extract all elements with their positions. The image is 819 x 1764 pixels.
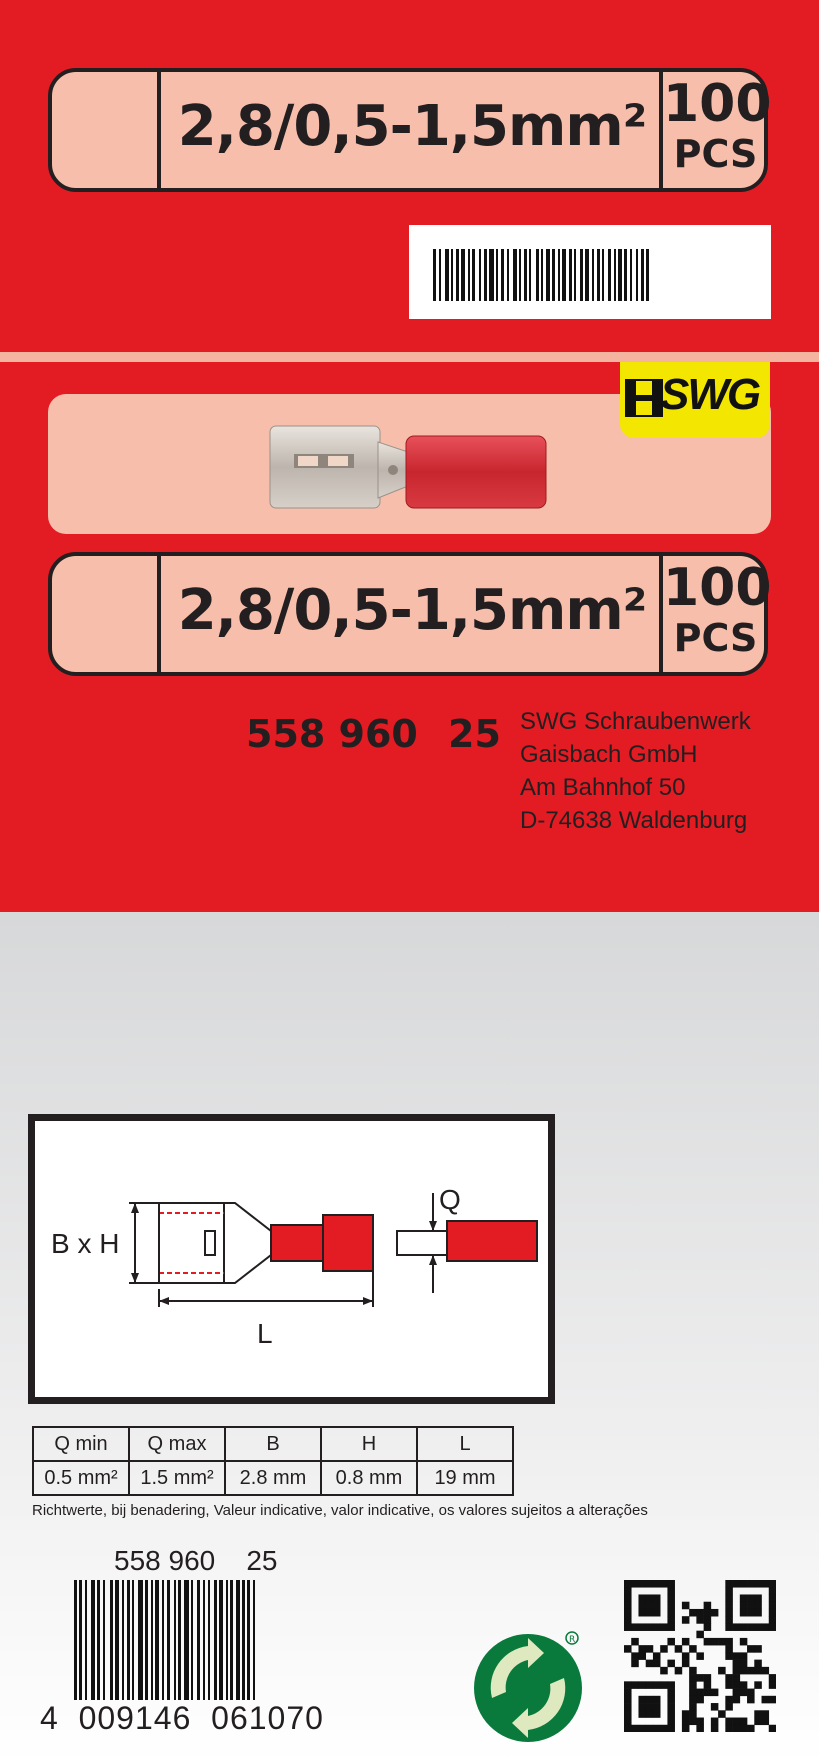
manufacturer-line: Gaisbach GmbH [520,741,698,768]
article-variant: 25 [448,712,501,756]
product-label-top [48,68,772,192]
swg-logo [620,362,770,438]
quantity-unit: PCS [673,616,758,660]
fold-stripe [0,352,819,362]
spec-table [32,1426,514,1496]
product-spec: 2,8/0,5-1,5mm² [177,94,647,159]
table-cell: 1.5 mm² [129,1461,225,1495]
brand-name: SWG [660,370,760,419]
ean-barcode [70,1580,370,1700]
article-number: 558 960 [246,712,418,756]
table-cell: 0.5 mm² [33,1461,129,1495]
label-divider [157,556,161,672]
quantity-unit: PCS [673,132,758,176]
terminal-drawing [35,1121,548,1397]
dimension-label: B x H [51,1228,120,1259]
table-cell: 0.8 mm [321,1461,417,1495]
swg-emblem-icon [624,378,664,418]
table-header-cell: Q max [129,1427,225,1461]
quantity-value: 100 [663,74,772,134]
qr-code [624,1580,776,1732]
table-row [33,1461,513,1495]
table-header-cell: Q min [33,1427,129,1461]
internal-barcode [409,225,771,319]
disclaimer-note: Richtwerte, bij benadering, Valeur indicative, valor indicative, os valores sujeitos a alterações [32,1502,648,1519]
table-header-cell: L [417,1427,513,1461]
ean-article-label: 558 960 25 [114,1545,278,1576]
manufacturer-line: Am Bahnhof 50 [520,774,686,801]
product-spec: 2,8/0,5-1,5mm² [177,578,647,643]
table-header-cell: B [225,1427,321,1461]
manufacturer-line: D-74638 Waldenburg [520,807,748,834]
table-header-cell: H [321,1427,417,1461]
svg-text:R: R [569,1635,576,1645]
ean-digits: 4 009146 061070 [40,1700,324,1736]
dimension-label: L [257,1318,273,1349]
green-dot-icon [472,1628,588,1744]
quantity-value: 100 [663,558,772,618]
product-label-bottom [48,552,772,676]
table-header-row [33,1427,513,1461]
table-cell: 2.8 mm [225,1461,321,1495]
table-cell: 19 mm [417,1461,513,1495]
dimension-label: Q [439,1184,461,1215]
barcode-bars [409,225,771,319]
technical-drawing [28,1114,555,1404]
label-divider [157,72,161,188]
manufacturer-line: SWG Schraubenwerk [520,708,751,735]
